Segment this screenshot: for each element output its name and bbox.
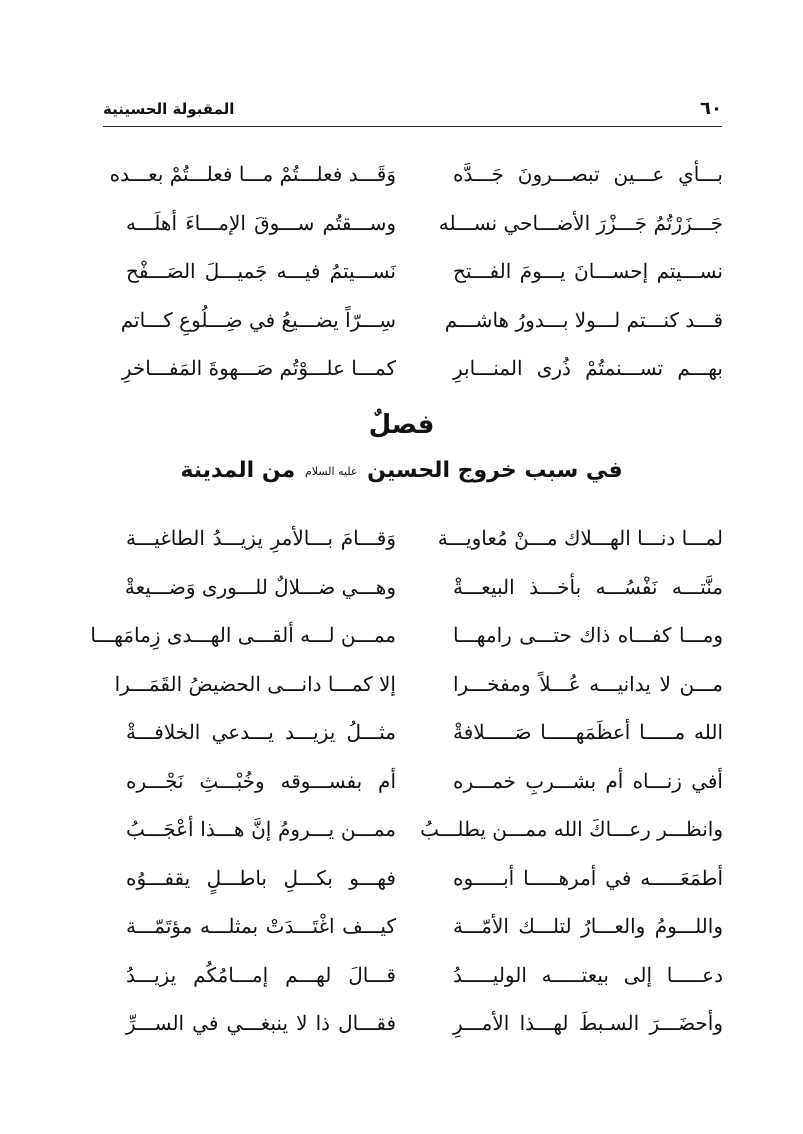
hemistich-first: أفي زنـــاه أم بشـــربِ خمـــره xyxy=(453,768,723,793)
page-number: ٦٠ xyxy=(700,98,722,119)
verse-line xyxy=(0,150,803,198)
verse-line xyxy=(0,514,803,562)
verse-line xyxy=(0,902,803,950)
hemistich-second: وَقـــامَ بـــالأمرِ يزيـــدُ الطاغيـــة xyxy=(126,526,396,550)
verse-line xyxy=(0,999,803,1047)
hemistich-second: ممـــن يـــرومُ إنَّ هـــذا أعْجَـــبُ xyxy=(126,817,396,841)
hemistich-first: نســـيتم إحســـانَ يـــومَ الفـــتح xyxy=(453,259,723,283)
verse-line xyxy=(0,563,803,611)
verse-line xyxy=(0,611,803,659)
hemistich-second: فهـــو بكـــلِ باطـــلٍ يقفـــوُه xyxy=(126,865,396,890)
hemistich-second: وهـــي ضـــلالٌ للـــورى وَضـــيعةْ xyxy=(124,574,396,599)
hemistich-second: وســـقتُم ســـوقَ الإمـــاءَ أهلَـــه xyxy=(126,210,396,235)
hemistich-first: بـــأي عـــين تبصـــرونَ جَـــدَّه xyxy=(453,162,723,186)
verse-line xyxy=(0,951,803,999)
hemistich-first: وانظـــر رعـــاكَ الله ممـــن يطلـــبُ xyxy=(420,817,723,841)
verse-line xyxy=(0,757,803,805)
hemistich-first: الله مـــــا أعظَمَهـــــا صَـــــلافةْ xyxy=(453,720,723,744)
section-subtitle xyxy=(0,458,803,483)
hemistich-second: سِـــرّاً يضـــيعُ في ضِـــلُوعِ كـــاتم xyxy=(120,307,396,332)
hemistich-first: منَّتـــه نَفْسُـــه بأخـــذ البيعـــةْ xyxy=(453,574,723,599)
verse-line xyxy=(0,344,803,392)
hemistich-second: فقـــال ذا لا ينبغـــي في الســـرِّ xyxy=(126,1011,396,1035)
hemistich-first: ومـــا كفـــاه ذاك حتـــى رامهـــا xyxy=(453,623,723,647)
verse-line xyxy=(0,660,803,708)
verse-line xyxy=(0,247,803,295)
hemistich-first: دعـــــا إلى بيعتـــــه الوليـــــدُ xyxy=(453,962,723,987)
hemistich-second: مثـــلُ يزيـــد يـــدعي الخلافـــةْ xyxy=(126,720,396,744)
hemistich-second: وَقَـــد فعلـــتُمْ مـــا فعلـــتُمْ بعـــده xyxy=(109,162,396,186)
hemistich-second: أم بفســـوقه وخُبْـــثِ نَجْـــره xyxy=(126,768,396,793)
section-subtitle-part-2: من المدينة xyxy=(180,458,296,483)
hemistich-first: لمـــا دنـــا الهـــلاك مـــنْ مُعاويـــة xyxy=(437,526,723,550)
hemistich-first: وأحضَـــرَ السـبطَ لهـــذا الأمـــرِ xyxy=(453,1011,723,1035)
hemistich-first: قـــد كنـــتم لـــولا بـــدورُ هاشـــم xyxy=(444,307,723,332)
verse-line xyxy=(0,854,803,902)
hemistich-first: بهـــم تســـنمتُمْ ذُرى المنـــابرِ xyxy=(453,356,723,380)
hemistich-second: نَســـيتمُ فيـــه جَميـــلَ الصَـــفْح xyxy=(126,259,396,283)
hemistich-second: قـــالَ لهـــم إمـــامُكُم يزيـــدُ xyxy=(126,962,396,987)
running-title: المقبولة الحسينية xyxy=(103,100,235,118)
verse-line xyxy=(0,708,803,756)
hemistich-first: مـــن لا يدانيـــه عُـــلاً ومفخـــرا xyxy=(453,671,723,696)
hemistich-first: جَـــزَرْتُمُ جَـــزْرَ الأضـــاحي نســـله xyxy=(438,210,723,235)
hemistich-first: أطمَعَـــــه في أمرهـــــا أبـــــوه xyxy=(453,865,723,890)
hemistich-second: كيـــف اغْتَـــدَتْ بمثلـــه مؤتَمّـــة xyxy=(126,914,396,938)
hemistich-second: إلا كمـــا دانـــى الحضيضُ القَمَـــرا xyxy=(114,671,396,696)
honorific-mark: عليه السلام xyxy=(304,464,358,478)
verse-line xyxy=(0,296,803,344)
verse-line xyxy=(0,805,803,853)
hemistich-second: كمـــا علـــوْتُم صَـــهوةَ المَفـــاخرِ xyxy=(121,356,396,380)
verse-line xyxy=(0,199,803,247)
page-header xyxy=(103,94,722,127)
section-title: فصلٌ xyxy=(368,410,435,440)
hemistich-first: واللـــومُ والعـــارُ لتلـــك الأمّـــة xyxy=(453,914,723,938)
hemistich-second: ممـــن لـــه ألقـــى الهـــدى زِمامَهـــا xyxy=(90,623,396,647)
section-subtitle-part-1: في سبب خروج الحسين xyxy=(367,458,623,483)
